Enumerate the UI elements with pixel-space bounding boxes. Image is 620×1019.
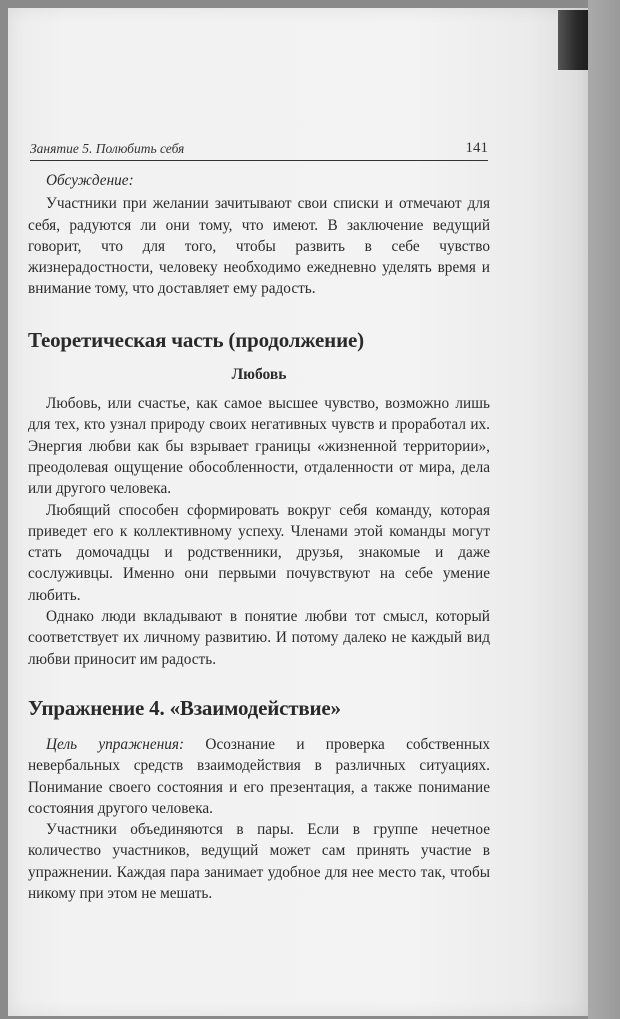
spine-shadow (558, 10, 588, 70)
exercise-goal-text: Осознание и проверка собственных невербальных средств взаимодействия в различных ситуациях. Понимание своего состояния и его презентация, а также понимание состояния другого человека. (28, 735, 490, 817)
page-content (28, 170, 490, 904)
running-header (30, 136, 488, 161)
discussion-paragraph: Участники при желании зачитывают свои списки и отмечают для себя, радуются ли они тому, что имеют. В заключение ведущий говорит, что для того, чтобы развить в себе чувство жизнерадостности, человеку необходимо ежедневно уделять время и внимание тому, что доставляет ему радость. (28, 195, 490, 298)
right-page-edge (588, 0, 620, 1019)
love-subsection-title: Любовь (231, 365, 287, 383)
discussion-label: Обсуждение: (46, 172, 134, 189)
exercise-goal-label: Цель упражнения: (46, 735, 185, 753)
theory-section-title: Теоретическая часть (продолжение) (28, 327, 364, 352)
theory-paragraph-3: Однако люди вкладывают в понятие любви тот смысл, который соответствует их личному развитию. И потому далеко не каждый вид любви приносит им радость. (28, 608, 490, 668)
exercise-title: Упражнение 4. «Взаимодействие» (28, 695, 341, 720)
page-number: 141 (465, 140, 488, 156)
exercise-goal-paragraph (28, 734, 490, 819)
theory-paragraph-2: Любящий способен сформировать вокруг себя команду, которая приведет его к коллективному успеху. Членами этой команды могут стать домочадцы и родственники, друзья, знакомые и даже сослуживцы. Именно они первыми почувствуют на себе умение любить. (28, 501, 490, 604)
exercise-paragraph: Участники объединяются в пары. Если в группе нечетное количество участников, ведущий может сам принять участие в упражнении. Каждая пара занимает удобное для нее место так, чтобы никому при этом не мешать. (28, 821, 490, 903)
running-title: Занятие 5. Полюбить себя (30, 141, 185, 156)
theory-paragraph-1: Любовь, или счастье, как самое высшее чувство, возможно лишь для тех, кто узнал природу своих негативных чувств и проработал их. Энергия любви как бы взрывает границы «жизненной территории», преодолевая ощущение обособленности, отдаленности от мира, дела или другого человека. (28, 395, 490, 498)
